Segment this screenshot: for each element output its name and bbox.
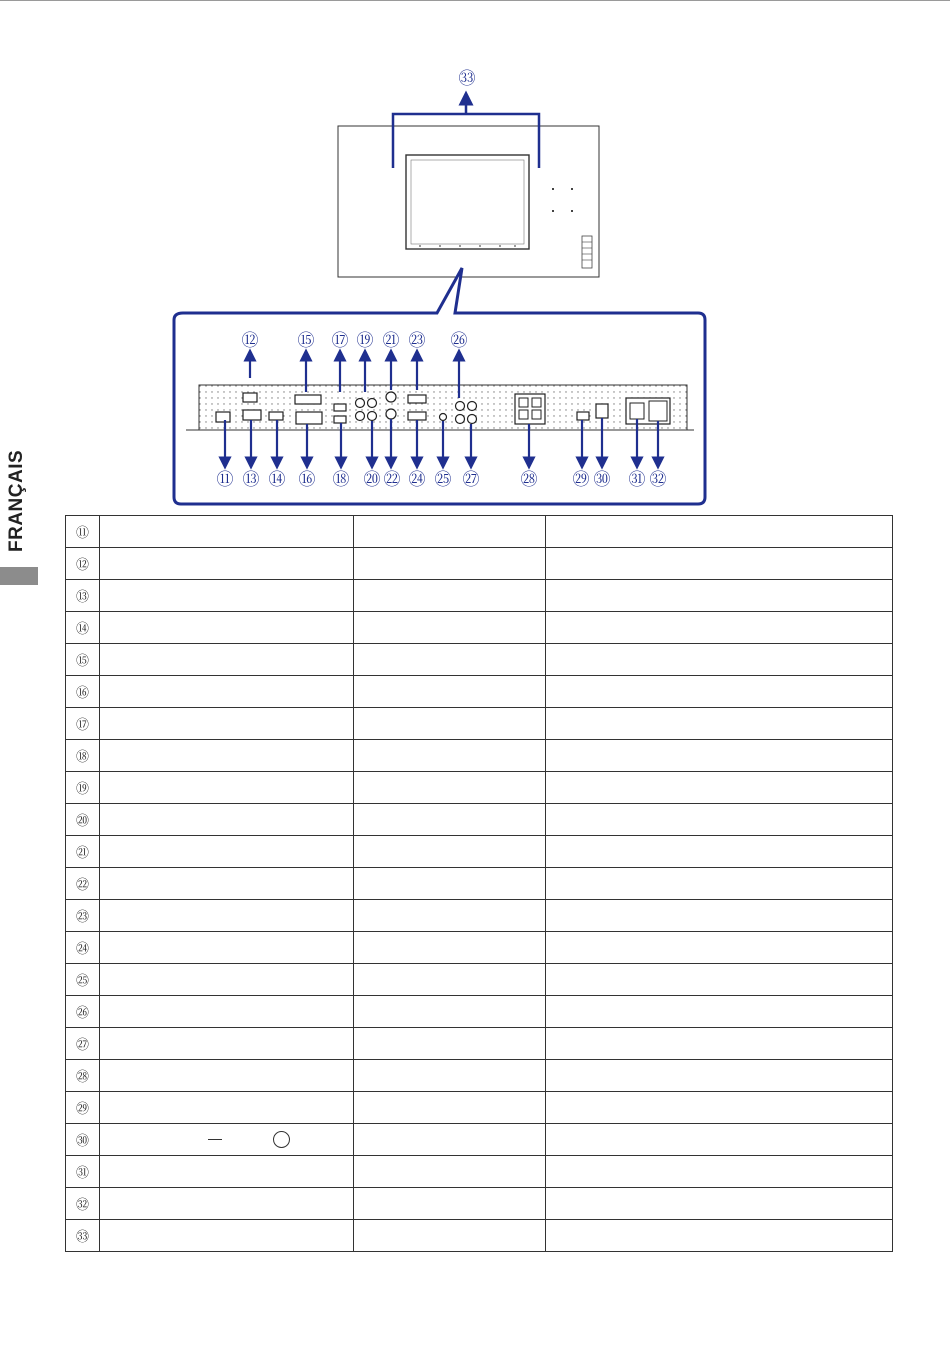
- connector-name-cell: [100, 772, 354, 804]
- language-label: FRANÇAIS: [6, 449, 27, 552]
- connector-type-cell: [354, 1156, 546, 1188]
- connector-description-cell: [546, 1028, 893, 1060]
- connector-type-cell: [354, 1220, 546, 1252]
- callout-27: ㉗: [462, 470, 480, 490]
- callout-labels-bottom: [217, 470, 667, 490]
- connector-type-cell: [354, 868, 546, 900]
- row-number: ㉜: [66, 1188, 100, 1220]
- row-number: ㉖: [66, 996, 100, 1028]
- callout-20: ⑳: [363, 470, 381, 490]
- connector-name-cell: [100, 548, 354, 580]
- connector-name-cell: [100, 836, 354, 868]
- connector-description-cell: [546, 836, 893, 868]
- connector-description-cell: [546, 548, 893, 580]
- connector-name-cell: [100, 964, 354, 996]
- table-row: [66, 740, 893, 772]
- rear-panel-diagram: [0, 0, 950, 515]
- callout-28: ㉘: [520, 470, 538, 490]
- row-number: ㉙: [66, 1092, 100, 1124]
- connector-name-cell: [100, 1188, 354, 1220]
- rear-panel-drawing: [0, 0, 950, 515]
- connector-description-cell: [546, 1220, 893, 1252]
- row-number: ⑬: [66, 580, 100, 612]
- connector-type-cell: [354, 516, 546, 548]
- row-number: ⑲: [66, 772, 100, 804]
- row-number: ⑱: [66, 740, 100, 772]
- table-row: [66, 548, 893, 580]
- connector-description-cell: [546, 1060, 893, 1092]
- row-number: ㉑: [66, 836, 100, 868]
- connector-name-cell: [100, 740, 354, 772]
- callout-18: ⑱: [332, 470, 350, 490]
- table-row: [66, 932, 893, 964]
- connector-name-cell: [100, 1060, 354, 1092]
- connector-description-cell: [546, 1156, 893, 1188]
- row-number: ㉘: [66, 1060, 100, 1092]
- row-number: ㉓: [66, 900, 100, 932]
- connector-description-cell: [546, 740, 893, 772]
- connector-type-cell: [354, 612, 546, 644]
- connector-description-cell: [546, 1092, 893, 1124]
- connector-name-cell: [100, 1156, 354, 1188]
- row-number: ㉔: [66, 932, 100, 964]
- connector-description-cell: [546, 1124, 893, 1156]
- connector-description-cell: [546, 804, 893, 836]
- table-row: [66, 516, 893, 548]
- row-number: ㉒: [66, 868, 100, 900]
- connector-description-cell: [546, 996, 893, 1028]
- connector-description-cell: [546, 644, 893, 676]
- connector-table: [65, 515, 893, 1252]
- connector-description-cell: [546, 612, 893, 644]
- connector-description-cell: [546, 516, 893, 548]
- row-number: ㉝: [66, 1220, 100, 1252]
- table-row: [66, 1060, 893, 1092]
- callout-11: ⑪: [216, 470, 234, 490]
- table-row: [66, 580, 893, 612]
- connector-name-cell: [100, 1220, 354, 1252]
- connector-description-cell: [546, 708, 893, 740]
- connector-description-cell: [546, 676, 893, 708]
- connector-name-cell: [100, 932, 354, 964]
- connector-type-cell: [354, 676, 546, 708]
- connector-type-cell: [354, 548, 546, 580]
- connector-name-cell: [100, 644, 354, 676]
- table-row: [66, 804, 893, 836]
- connector-type-cell: [354, 932, 546, 964]
- callout-25: ㉕: [434, 470, 452, 490]
- callout-24: ㉔: [408, 470, 426, 490]
- table-row: [66, 964, 893, 996]
- callout-33: ㉝: [458, 69, 476, 89]
- connector-name-cell: [100, 868, 354, 900]
- connector-type-cell: [354, 900, 546, 932]
- connector-name-cell: [100, 804, 354, 836]
- table-row: [66, 1092, 893, 1124]
- callout-14: ⑭: [268, 470, 286, 490]
- connector-description-cell: [546, 964, 893, 996]
- row-number: ⑳: [66, 804, 100, 836]
- table-row: [66, 708, 893, 740]
- table-row: [66, 644, 893, 676]
- row-number: ⑪: [66, 516, 100, 548]
- callout-15: ⑮: [297, 331, 315, 351]
- table-row: [66, 612, 893, 644]
- row-number: ⑭: [66, 612, 100, 644]
- connector-description-cell: [546, 868, 893, 900]
- table-row: [66, 1220, 893, 1252]
- connector-type-cell: [354, 804, 546, 836]
- connector-name-cell: [100, 1028, 354, 1060]
- callout-23: ㉓: [408, 331, 426, 351]
- callout-12: ⑫: [241, 331, 259, 351]
- row-number: ⑮: [66, 644, 100, 676]
- table-row: [66, 900, 893, 932]
- callout-32: ㉜: [649, 470, 667, 490]
- table-row: [66, 772, 893, 804]
- callout-16: ⑯: [298, 470, 316, 490]
- callout-19: ⑲: [356, 331, 374, 351]
- connector-type-cell: [354, 644, 546, 676]
- power-on-mark-icon: [273, 1131, 290, 1148]
- table-row: [66, 836, 893, 868]
- table-row: [66, 1156, 893, 1188]
- table-row: [66, 1124, 893, 1156]
- connector-type-cell: [354, 1124, 546, 1156]
- connector-name-cell: [100, 708, 354, 740]
- table-row: [66, 868, 893, 900]
- connector-name-cell: [100, 580, 354, 612]
- row-number: ⑫: [66, 548, 100, 580]
- connector-description-cell: [546, 772, 893, 804]
- callout-17: ⑰: [331, 331, 349, 351]
- language-tab: [0, 567, 38, 585]
- connector-name-cell: [100, 516, 354, 548]
- connector-name-cell: [100, 1092, 354, 1124]
- connector-type-cell: [354, 996, 546, 1028]
- row-number: ㉛: [66, 1156, 100, 1188]
- row-number: ㉚: [66, 1124, 100, 1156]
- monitor-back: [338, 126, 599, 277]
- connector-description-cell: [546, 1188, 893, 1220]
- table-row: [66, 1188, 893, 1220]
- connector-type-cell: [354, 740, 546, 772]
- row-number: ㉗: [66, 1028, 100, 1060]
- connector-name-cell: [100, 676, 354, 708]
- connector-type-cell: [354, 1060, 546, 1092]
- row-number: ㉕: [66, 964, 100, 996]
- connector-type-cell: [354, 836, 546, 868]
- connector-type-cell: [354, 1028, 546, 1060]
- connector-description-cell: [546, 580, 893, 612]
- row-number: ⑯: [66, 676, 100, 708]
- callout-30: ㉚: [593, 470, 611, 490]
- table-row: [66, 676, 893, 708]
- row-number: ⑰: [66, 708, 100, 740]
- io-panel: [186, 385, 694, 430]
- connector-type-cell: [354, 708, 546, 740]
- callout-13: ⑬: [242, 470, 260, 490]
- connector-description-cell: [546, 900, 893, 932]
- callout-22: ㉒: [383, 470, 401, 490]
- table-row: [66, 996, 893, 1028]
- connector-type-cell: [354, 964, 546, 996]
- connector-name-cell: [100, 996, 354, 1028]
- power-off-mark-icon: [208, 1139, 222, 1140]
- connector-name-cell: [100, 612, 354, 644]
- connector-type-cell: [354, 580, 546, 612]
- callout-29: ㉙: [572, 470, 590, 490]
- callout-21: ㉑: [382, 331, 400, 351]
- connector-type-cell: [354, 1092, 546, 1124]
- connector-type-cell: [354, 772, 546, 804]
- connector-name-cell: [100, 1124, 354, 1156]
- connector-type-cell: [354, 1188, 546, 1220]
- callout-26: ㉖: [450, 331, 468, 351]
- callout-31: ㉛: [628, 470, 646, 490]
- table-row: [66, 1028, 893, 1060]
- connector-name-cell: [100, 900, 354, 932]
- connector-description-cell: [546, 932, 893, 964]
